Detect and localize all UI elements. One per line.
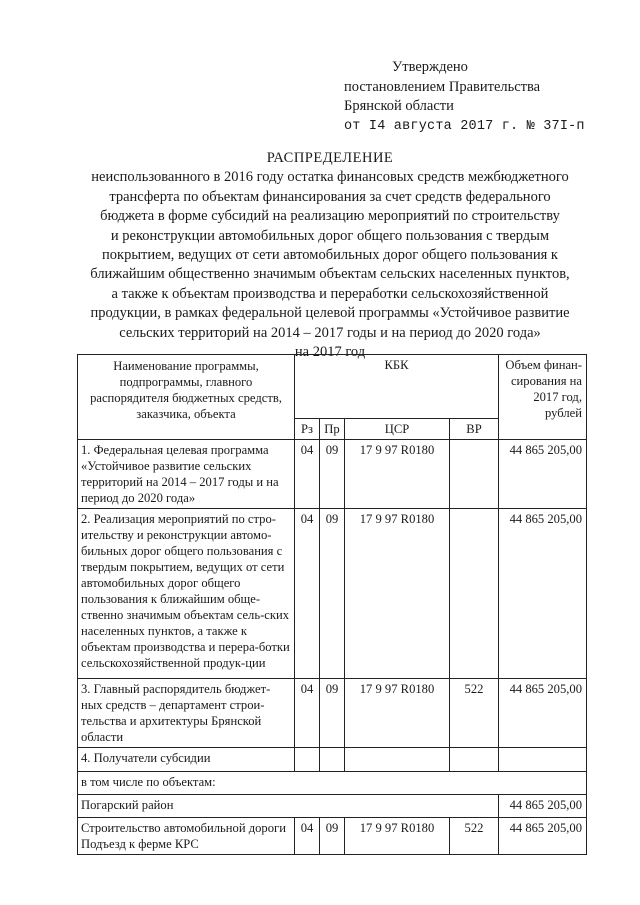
title-line: и реконструкции автомобильных дорог общего пользования с твердым xyxy=(110,227,550,244)
row-pr: 09 xyxy=(320,440,345,509)
row-rz: 04 xyxy=(295,440,320,509)
row-vr xyxy=(450,440,499,509)
approval-decree-number: от I4 августа 2017 г. № 37I-п xyxy=(344,118,585,134)
row-name: Погарский район xyxy=(78,795,499,818)
header-amount: Объем финан-сирования на 2017 год, рублей xyxy=(499,355,587,440)
approval-line-approved: Утверждено xyxy=(392,59,468,75)
title-heading: РАСПРЕДЕЛЕНИЕ xyxy=(266,150,394,166)
row-amount: 44 865 205,00 xyxy=(499,679,587,748)
title-line: на 2017 год xyxy=(294,344,366,361)
row-rz: 04 xyxy=(295,818,320,855)
title-line: сельских территорий на 2014 – 2017 годы и на период до 2020 года» xyxy=(119,324,541,341)
header-pr: Пр xyxy=(320,419,345,440)
header-rz: Рз xyxy=(295,419,320,440)
row-rz: 04 xyxy=(295,509,320,679)
title-line: ближайшим общественно значимым объектам сельских населенных пунктов, xyxy=(90,266,570,283)
row-pr: 09 xyxy=(320,509,345,679)
table-row xyxy=(78,748,587,772)
row-csr: 17 9 97 R0180 xyxy=(345,679,450,748)
row-name: 1. Федеральная целевая программа «Устойчивое развитие сельских территорий на 2014 – 2017 годы и на период до 2020 года» xyxy=(78,440,295,509)
row-csr: 17 9 97 R0180 xyxy=(345,440,450,509)
header-vr: ВР xyxy=(450,419,499,440)
title-line: неиспользованного в 2016 году остатка финансовых средств межбюджетного xyxy=(91,169,569,186)
row-pr: 09 xyxy=(320,679,345,748)
row-vr xyxy=(450,748,499,772)
row-rz xyxy=(295,748,320,772)
row-name: в том числе по объектам: xyxy=(78,772,587,795)
approval-line-region: Брянской области xyxy=(344,98,454,114)
title-line: трансферта по объектам финансирования за счет средств федерального xyxy=(109,188,551,205)
row-name: 4. Получатели субсидии xyxy=(78,748,295,772)
row-csr xyxy=(345,748,450,772)
row-vr: 522 xyxy=(450,818,499,855)
title-line: покрытием, ведущих от сети автомобильных дорог общего пользования к xyxy=(102,247,558,264)
title-line: бюджета в форме субсидий на реализацию мероприятий по строительству xyxy=(100,208,560,225)
row-amount: 44 865 205,00 xyxy=(499,795,587,818)
row-name: 2. Реализация мероприятий по стро-ительству и реконструкции автомо-бильных дорог общего пользования с твердым покрытием, ведущих от сети автомобильных дорог общего пользования к ближайшим обще-ственно значимым объектам сель-ских населенных пунктов, а также к объектам производства и перера-ботки сельскохозяйственной продук-ции xyxy=(78,509,295,679)
row-rz: 04 xyxy=(295,679,320,748)
distribution-table xyxy=(77,354,587,855)
row-pr: 09 xyxy=(320,818,345,855)
row-name: 3. Главный распорядитель бюджет-ных средств – департамент строи-тельства и архитектуры Брянской области xyxy=(78,679,295,748)
approval-line-decree-by: постановлением Правительства xyxy=(344,78,541,95)
title-line: а также к объектам производства и переработки сельскохозяйственной xyxy=(111,285,549,302)
table-row xyxy=(78,772,587,795)
header-name: Наименование программы, подпрограммы, главного распорядителя бюджетных средств, заказчика, объекта xyxy=(78,355,295,440)
row-vr xyxy=(450,509,499,679)
row-vr: 522 xyxy=(450,679,499,748)
row-csr: 17 9 97 R0180 xyxy=(345,509,450,679)
row-amount: 44 865 205,00 xyxy=(499,440,587,509)
header-csr: ЦСР xyxy=(345,419,450,440)
table-row xyxy=(78,679,587,748)
header-kbk: КБК xyxy=(295,355,499,419)
table-row xyxy=(78,509,587,679)
row-amount: 44 865 205,00 xyxy=(499,818,587,855)
row-amount: 44 865 205,00 xyxy=(499,509,587,679)
table-row xyxy=(78,795,587,818)
row-csr: 17 9 97 R0180 xyxy=(345,818,450,855)
row-amount xyxy=(499,748,587,772)
document-title xyxy=(80,149,580,362)
row-name: Строительство автомобильной дороги Подъезд к ферме КРС xyxy=(78,818,295,855)
table-row xyxy=(78,440,587,509)
row-pr xyxy=(320,748,345,772)
title-line: продукции, в рамках федеральной целевой программы «Устойчивое развитие xyxy=(90,305,570,322)
approval-block xyxy=(344,58,624,136)
table-header-row xyxy=(78,355,587,419)
table-row xyxy=(78,818,587,855)
